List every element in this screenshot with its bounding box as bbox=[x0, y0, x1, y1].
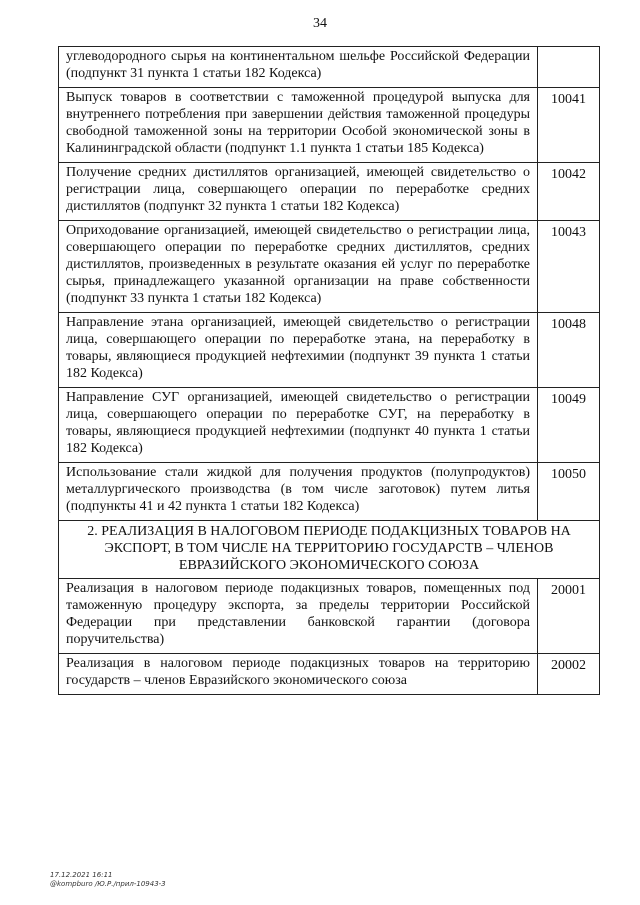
row-code: 10043 bbox=[538, 221, 600, 313]
row-code: 10049 bbox=[538, 388, 600, 463]
row-code bbox=[538, 47, 600, 88]
table-row bbox=[59, 463, 600, 521]
table-row bbox=[59, 388, 600, 463]
row-description: Выпуск товаров в соответствии с таможенной процедурой выпуска для внутреннего потребления при завершении действия таможенной процедуры свободной таможенной зоны на территории Особой экономической зоны в Калининградской области (подпункт 1.1 пункта 1 статьи 185 Кодекса) bbox=[59, 88, 538, 163]
row-code: 20001 bbox=[538, 579, 600, 654]
row-code: 10050 bbox=[538, 463, 600, 521]
section-heading: 2. РЕАЛИЗАЦИЯ В НАЛОГОВОМ ПЕРИОДЕ ПОДАКЦИЗНЫХ ТОВАРОВ НА ЭКСПОРТ, В ТОМ ЧИСЛЕ НА ТЕРРИТОРИЮ ГОСУДАРСТВ – ЧЛЕНОВ ЕВРАЗИЙСКОГО ЭКОНОМИЧЕСКОГО СОЮЗА bbox=[59, 521, 600, 579]
table-row bbox=[59, 163, 600, 221]
row-description: углеводородного сырья на континентальном шельфе Российской Федерации (подпункт 31 пункта 1 статьи 182 Кодекса) bbox=[59, 47, 538, 88]
footer-signature: @kompburo /Ю.Р./прил-10943-3 bbox=[50, 880, 166, 888]
table-row bbox=[59, 654, 600, 695]
row-code: 20002 bbox=[538, 654, 600, 695]
table-row bbox=[59, 221, 600, 313]
table-row bbox=[59, 313, 600, 388]
row-description: Направление этана организацией, имеющей свидетельство о регистрации лица, совершающего операции по переработке этана, на переработку в товары, являющиеся продукцией нефтехимии (подпункт 39 пункта 1 статьи 182 Кодекса) bbox=[59, 313, 538, 388]
row-description: Использование стали жидкой для получения продуктов (полупродуктов) металлургического производства (в том числе заготовок) путем литья (подпункты 41 и 42 пункта 1 статьи 182 Кодекса) bbox=[59, 463, 538, 521]
footer-stamp bbox=[50, 871, 166, 889]
row-code: 10042 bbox=[538, 163, 600, 221]
row-code: 10041 bbox=[538, 88, 600, 163]
row-description: Оприходование организацией, имеющей свидетельство о регистрации лица, совершающего операции по переработке средних дистиллятов, средних дистиллятов, произведенных в результате оказания ей услуг по переработке сырья, принадлежащего указанной организации на праве собственности (подпункт 33 пункта 1 статьи 182 Кодекса) bbox=[59, 221, 538, 313]
row-description: Реализация в налоговом периоде подакцизных товаров на территорию государств – членов Евразийского экономического союза bbox=[59, 654, 538, 695]
section-heading-row bbox=[59, 521, 600, 579]
footer-timestamp: 17.12.2021 16:11 bbox=[50, 871, 113, 879]
table-row bbox=[59, 47, 600, 88]
page-number: 34 bbox=[313, 16, 327, 31]
table-row bbox=[59, 579, 600, 654]
codes-table bbox=[58, 46, 600, 695]
row-description: Направление СУГ организацией, имеющей свидетельство о регистрации лица, совершающего операции по переработке СУГ, на переработку в товары, являющиеся продукцией нефтехимии (подпункт 40 пункта 1 статьи 182 Кодекса) bbox=[59, 388, 538, 463]
row-description: Реализация в налоговом периоде подакцизных товаров, помещенных под таможенную процедуру экспорта, за пределы территории Российской Федерации при представлении банковской гарантии (договора поручительства) bbox=[59, 579, 538, 654]
row-description: Получение средних дистиллятов организацией, имеющей свидетельство о регистрации лица, совершающего операции по переработке средних дистиллятов (подпункт 32 пункта 1 статьи 182 Кодекса) bbox=[59, 163, 538, 221]
row-code: 10048 bbox=[538, 313, 600, 388]
table-row bbox=[59, 88, 600, 163]
